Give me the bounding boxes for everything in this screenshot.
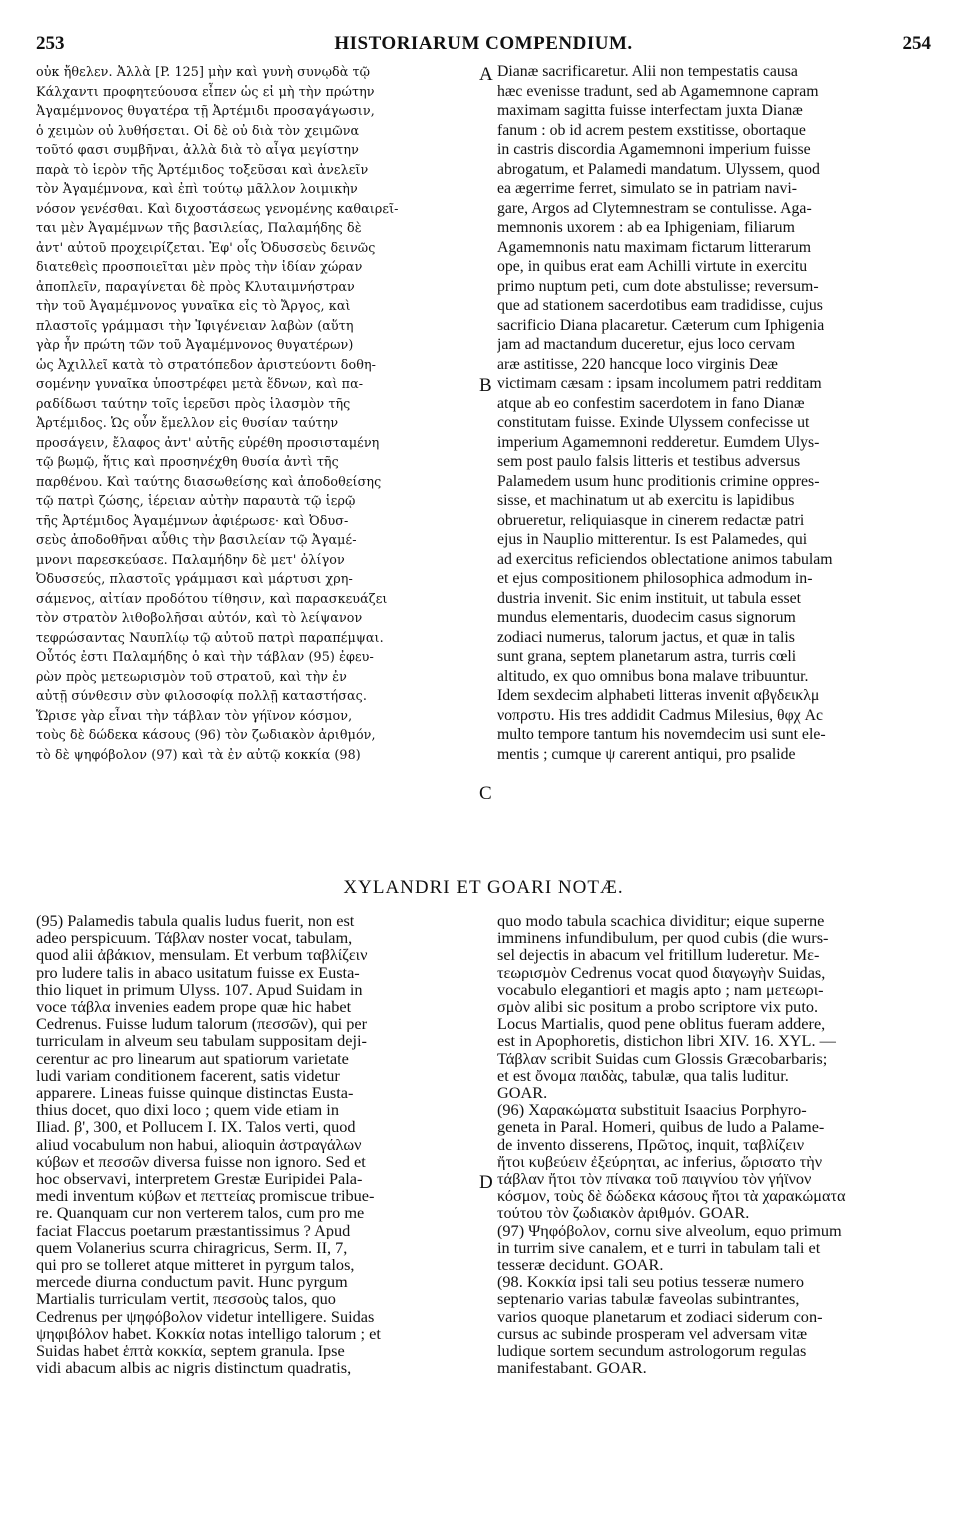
note-line: faciat Flaccus poetarum præstantissimus ? Apud [36, 1221, 351, 1239]
note-line: de invento disserens, Πρῶτος, inquit, ταβλίζειν [497, 1135, 805, 1153]
latin-text-line: aræ astitisse, 220 hancque loco virginis Deæ [497, 355, 778, 373]
note-line: Martialis turriculam vertit, πεσσοὺς talos, quo [36, 1290, 336, 1308]
latin-text-line: constitutam fuisse. Exinde Ulyssem confecisse ut [497, 414, 810, 431]
note-line: thio liquet in primum Ulyss. 107. Apud Suidam in [36, 980, 363, 999]
latin-text-line: multo tempore tantum his novemdecim usi sunt ele- [497, 726, 826, 743]
greek-text-line: ὡς Ἀχιλλεῖ κατὰ τὸ στρατόπεδον ἀριστεύοντι δοθη- [36, 356, 377, 372]
latin-text-line: sunt grana, septem planetarum astra, turris cœli [497, 648, 797, 665]
latin-text-line: obrueretur, reliquiasque in cinerem redactæ patri [497, 511, 805, 529]
greek-text-line: τεφρώσαντας Ναυπλίῳ τῷ αὐτοῦ πατρὶ παραπέμψαι. [36, 629, 384, 645]
note-line: et est ὄνομα παιδὰς, tabulæ, qua talis luditur. [497, 1066, 789, 1085]
note-line: qui pro se tolleret atque mitteret in pyrgum talos, [36, 1256, 355, 1274]
margin-mark-c: C [479, 783, 492, 804]
note-line: est in Apophoretis, distichon libri XIV. 16. XYL. — [497, 1032, 836, 1050]
note-line: τάβλαν ἤτοι τὸν πίνακα τοῦ παιγνίου τὸν γήϊνον [497, 1170, 812, 1188]
greek-text-line: Ὀδυσσεύς, πλαστοῖς γράμμασι καὶ μάρτυσι χρη- [36, 571, 353, 586]
note-line: τεωρισμὸν Cedrenus vocat quod διαγωγὴν Suidas, [497, 963, 826, 981]
greek-text-line: ρὼν πρὸς μετεωρισμὸν τοῦ στρατοῦ, καὶ τὴν ἐν [36, 668, 347, 684]
page-number-left: 253 [36, 33, 65, 54]
greek-text-line: μνονι παρεσκεύασε. Παλαμήδην δὲ μετ' ὀλίγον [36, 551, 345, 567]
notes-section-title: XYLANDRI ET GOARI NOTÆ. [343, 877, 624, 898]
greek-text-line: ἀποπλεῖν, παραγίνεται δὲ πρὸς Κλυταιμνήστραν [36, 278, 355, 294]
greek-text-line: σάμενος, αἰτίαν προδότου τίθησιν, καὶ παρασκευάζει [36, 590, 388, 606]
greek-text-line: τὸν στρατὸν λιθοβολῆσαι αὐτόν, καὶ τὸ λείψανον [36, 610, 363, 625]
running-header [36, 33, 931, 57]
latin-text-line: Agamemnonis natu maximam fictarum litterarum [497, 238, 812, 256]
greek-text-column [36, 62, 476, 764]
note-line: ludi variam conditionem facerent, satis videtur [36, 1066, 340, 1085]
latin-text-line: altitudo, ex quo omnibus bona malave tribuuntur. [497, 667, 809, 685]
greek-text-line: σεὺς ἀποδοθῆναι αὖθις τὴν βασιλείαν τῷ Ἀγαμέ- [36, 532, 357, 547]
latin-text-line: primo nuptum peti, cum dote abstulisse; reversum- [497, 277, 819, 295]
greek-text-line: τοῦτό φασι συμβῆναι, ἀλλὰ διὰ τὸ αἶγα μεγίστην [36, 142, 359, 157]
note-line: adeo perspicuum. Τάβλαν noster vocat, tabulam, [36, 929, 353, 947]
greek-text-line: πλαστοῖς γράμμασι τὴν Ἰφιγένειαν λαβὼν (αὕτη [36, 317, 354, 333]
note-line: (96) Χαρακώματα substituit Isaacius Porphyro- [497, 1101, 807, 1119]
note-line: apparere. Lineas fuisse quinque distinctas Eusta- [36, 1084, 354, 1102]
page-number-right: 254 [902, 33, 931, 54]
greek-text-line: τῷ πατρὶ ζώσης, ἱέρειαν αὐτὴν παραυτὰ τῷ ἱερῷ [36, 493, 356, 508]
latin-text-line: ea ægerrime ferret, simulato se in patriam navi- [497, 180, 798, 197]
latin-text-line: in castris discordia Agamemnoni imperium fuisse [497, 141, 811, 158]
note-line: septenario varias tabulæ faveolas subintrantes, [497, 1290, 800, 1308]
note-line: κύβων et πεσσῶν diversa fuisse non ignoro. Sed et [36, 1152, 366, 1171]
note-line: Iliad. β', 300, et Pollucem I. IX. Talos verti, quod [36, 1118, 356, 1136]
latin-text-line: νοπρστυ. His tres addidit Cadmus Milesius, θφχ Ac [497, 706, 824, 724]
note-line: re. Quanquam cur non verterem talos, cum pro me [36, 1204, 365, 1222]
note-line: cerentur ac pro linearum aut spatiorum varietate [36, 1049, 349, 1067]
greek-text-line: τοὺς δὲ δώδεκα κάσους (96) τὸν ζωδιακὸν ἀριθμόν, [36, 727, 376, 742]
note-line: vocabulo elegantiori et magis apto ; nam μετεωρι- [497, 980, 824, 999]
latin-text-line: jam ad mactandum duceretur, ejus loco cervam [497, 336, 796, 353]
greek-text-line: ἀντ' αὐτοῦ προχειρίζεται. Ἐφ' οἷς Ὀδυσσεὺς δεινῶς [36, 239, 376, 255]
note-line: κόσμον, τοὺς δὲ δώδεκα κάσους ἤτοι τὰ χαρακώματα [497, 1187, 846, 1205]
latin-text-column [497, 62, 929, 764]
latin-text-line: atque ab eo confestim sacerdotem in fano Dianæ [497, 394, 805, 412]
greek-text-line: Ὥρισε γὰρ εἶναι τὴν τάβλαν τὸν γήϊνον κόσμον, [36, 707, 353, 723]
greek-text-line: Οὗτός ἐστι Παλαμήδης ὁ καὶ τὴν τάβλαν (95) ἐφευ- [36, 649, 374, 664]
margin-mark-a: A [479, 64, 493, 85]
latin-text-line: mundus elementaris, duodecim casus signorum [497, 609, 796, 626]
greek-text-line: διατεθεὶς προσποιεῖται μὲν πρὸς τὴν ἰδίαν χώραν [36, 259, 363, 274]
latin-text-line: maximam sagitta fuisse interfectam juxta Dianæ [497, 102, 803, 119]
greek-text-line: τὸν Ἀγαμέμνονα, καὶ ἐπὶ τούτῳ μᾶλλον λοιμικὴν [36, 181, 358, 196]
note-line: varios quoque planetarum et zodiaci siderum con- [497, 1307, 823, 1325]
latin-text-line: zodiaci numerus, talorum jactus, et quæ in talis [497, 628, 795, 646]
note-line: pro ludere talis in abaco usitatum fuisse ex Eusta- [36, 963, 360, 981]
latin-text-line: que ad stationem sacerdotibus eam tradidisse, cujus [497, 297, 823, 314]
note-line: quod alii ἀβάκιον, mensulam. Et verbum ταβλίζειν [36, 946, 368, 964]
note-line: vidi abacum albis ac nigris distinctum quadratis, [36, 1359, 352, 1377]
greek-text-line: ὁ χειμὼν οὐ λυθήσεται. Οἱ δὲ οὐ διὰ τὸν χειμῶνα [36, 122, 360, 138]
note-line: turriculam in alveum seu tabulam suppositam deji- [36, 1032, 367, 1050]
note-line: sel dejectis in abacum vel fritillum luderetur. Με- [497, 946, 820, 964]
note-line: quem Volanerius scurra chiragricus, Serm. II, 7, [36, 1238, 348, 1257]
latin-text-line: sisse, et machinatum ut ab exercitu is lapidibus [497, 492, 795, 509]
note-line: cursus ac subinde prosperam vel adversam vitæ [497, 1324, 808, 1343]
note-line: (97) Ψηφόβολον, cornu sive alveolum, equo primum [497, 1221, 842, 1239]
greek-text-line: παρθένου. Καὶ ταύτης διασωθείσης καὶ ἀποδοθείσης [36, 473, 382, 489]
greek-text-line: νόσον γενέσθαι. Καὶ διχοστάσεως γενομένης καθαιρεῖ- [36, 200, 399, 216]
note-line: τούτου τὸν ζωδιακὸν ἀριθμόν. GOAR. [497, 1204, 750, 1222]
greek-text-line: παρὰ τὸ ἱερὸν τῆς Ἀρτέμιδος τοξεῦσαι καὶ ἀνελεῖν [36, 161, 369, 177]
latin-text-line: victimam cæsam : ipsam incolumem patri redditam [497, 375, 822, 392]
greek-text-line: ραδίδωσι ταύτην τοῖς ἱερεῦσι πρὸς ἱλασμὸν τῆς [36, 395, 351, 411]
latin-text-line: sacrificio Diana placaretur. Cæterum cum Iphigenia [497, 316, 825, 334]
latin-text-line: fanum : ob id acrem pestem exstitisse, obortaque [497, 121, 806, 139]
greek-text-line: σομένην γυναῖκα ὑποστρέφει μετὰ ἕδνων, καὶ πα- [36, 376, 364, 391]
greek-text-line: τῆς Ἀρτέμιδος Ἀγαμέμνων ἀφιέρωσε· καὶ Ὀδυσ- [36, 512, 349, 528]
note-line: medi inventum κύβων et πεττείας promiscue tribue- [36, 1187, 375, 1205]
latin-text-line: ope, in quibus erat eam Achilli virtute in exercitu [497, 258, 808, 275]
note-line: quo modo tabula scachica dividitur; eique superne [497, 912, 825, 930]
latin-text-line: hæc evenisse tradunt, sed ab Agamemnone capram [497, 82, 819, 100]
note-line: aliud vocabulum non habui, alioquin ἀστραγάλων [36, 1135, 362, 1153]
greek-text-line: προσάγειν, ἔλαφος ἀντ' αὐτῆς εὑρέθη προσισταμένη [36, 434, 380, 450]
note-line: GOAR. [497, 1084, 548, 1102]
greek-text-line: ται μὲν Ἀγαμέμνων τῆς βασιλείας, Παλαμήδης δὲ [36, 220, 362, 235]
note-line: Τάβλαν scribit Suidas cum Glossis Græcobarbaris; [497, 1049, 828, 1067]
note-line: ψηφιβόλον habet. Κοκκία notas intelligo talorum ; et [36, 1324, 381, 1343]
notes-right-column [497, 912, 929, 1376]
note-line: voce τάβλα invenies eadem prope quæ hic habet [36, 998, 352, 1016]
margin-mark-b: B [479, 375, 492, 396]
latin-text-line: Dianæ sacrificaretur. Alii non tempestatis causa [497, 63, 798, 80]
note-line: ludique sortem secundum astrologorum regulas [497, 1342, 807, 1360]
latin-text-line: et ejus compositionem philosophica admodum in- [497, 570, 813, 587]
latin-text-line: sem post paulo falsis litteris et testibus adversus [497, 453, 801, 470]
latin-text-line: Idem sexdecim alphabeti litteras invenit αβγδεικλμ [497, 687, 820, 704]
note-line: (95) Palamedis tabula qualis ludus fuerit, non est [36, 912, 355, 930]
latin-text-line: ad exercitus reficiendos oblectatione animos tabulam [497, 550, 833, 568]
greek-text-line: τὴν τοῦ Ἀγαμέμνονος γυναῖκα εἰς τὸ Ἄργος, καὶ [36, 298, 351, 313]
greek-text-line: Κάλχαντι προφητεύουσα εἶπεν ὡς εἰ μὴ τὴν πρώτην [36, 83, 375, 99]
note-line: σμὸν alibi sic positum a probo scriptore vix puto. [497, 998, 819, 1016]
note-line: Locus Martialis, quod pene oblitus fueram addere, [497, 1015, 826, 1033]
note-line: (98. Κοκκία ipsi tali seu potius tesseræ numero [497, 1273, 804, 1291]
note-line: manifestabant. GOAR. [497, 1359, 647, 1377]
greek-text-line: Ἀγαμέμνονος θυγατέρα τῇ Ἀρτέμιδι προσαγάγωσιν, [36, 103, 375, 118]
note-line: Cedrenus. Fuisse ludum talorum (πεσσῶν), qui per [36, 1015, 368, 1033]
note-line: mercede diurna conductum pavit. Hunc pyrgum [36, 1273, 348, 1291]
latin-text-line: abrogatum, et Palamedi mandatum. Ulyssem, quod [497, 160, 820, 178]
note-line: imminens infundibulum, per quod cubis (die wurs- [497, 929, 829, 947]
note-line: Suidas habet ἑπτὰ κοκκία, septem granula. Ipse [36, 1342, 345, 1360]
latin-text-line: mentis ; cumque ψ carerent antiqui, pro psalide [497, 745, 796, 763]
note-line: in turrim sive canalem, et e turri in tabulam tali et [497, 1238, 821, 1257]
latin-text-line: gare, Argos ad Clytemnestram se contulisse. Aga- [497, 199, 812, 217]
greek-text-line: αὐτῇ σύνθεσιν σὺν φιλοσοφίᾳ πολλῇ καταστήσας. [36, 688, 367, 703]
greek-text-line: οὐκ ἤθελεν. Ἀλλὰ [P. 125] μὴν καὶ γυνὴ συνῳδὰ τῷ [36, 64, 371, 79]
latin-text-line: Palamedem usum hunc proditionis crimine oppres- [497, 472, 820, 490]
note-line: geneta in Paral. Homeri, quibus de ludo a Palame- [497, 1118, 825, 1136]
running-title: HISTORIARUM COMPENDIUM. [334, 33, 633, 54]
greek-text-line: τῷ βωμῷ, ἥτις καὶ προσηνέχθη θυσία ἀντὶ τῆς [36, 454, 339, 469]
margin-mark-d: D [479, 1172, 493, 1193]
latin-text-line: dustria invenit. Sic enim instituit, ut tabula esset [497, 589, 802, 607]
note-line: thius docet, quo dixi loco ; quem vide etiam in [36, 1101, 339, 1119]
latin-text-line: ejus in Nauplio mitterentur. Is est Palamedes, qui [497, 531, 808, 548]
note-line: hoc observavi, interpretem Grestæ Euripidei Pala- [36, 1170, 363, 1188]
note-line: tesseræ decidunt. GOAR. [497, 1256, 664, 1274]
note-line: ἤτοι κυβεύειν ἐξεύρηται, ac inferius, ὥρισατο τὴν [497, 1152, 823, 1171]
greek-text-line: τὸ δὲ ψηφόβολον (97) καὶ τὰ ἐν αὐτῷ κοκκία (98) [36, 746, 361, 762]
note-line: Cedrenus per ψηφόβολον videtur intelligere. Suidas [36, 1307, 375, 1325]
greek-text-line: γὰρ ἦν πρώτη τῶν τοῦ Ἀγαμέμνονος θυγατέρων) [36, 337, 354, 352]
latin-text-line: memnonis uxorem : ab ea Iphigeniam, filiarum [497, 219, 795, 236]
notes-left-column [36, 912, 476, 1376]
greek-text-line: Ἀρτέμιδος. Ὡς οὖν ἔμελλον εἰς θυσίαν ταύτην [36, 415, 339, 430]
latin-text-line: imperium Agamemnoni redderetur. Eumdem Ulys- [497, 433, 820, 451]
